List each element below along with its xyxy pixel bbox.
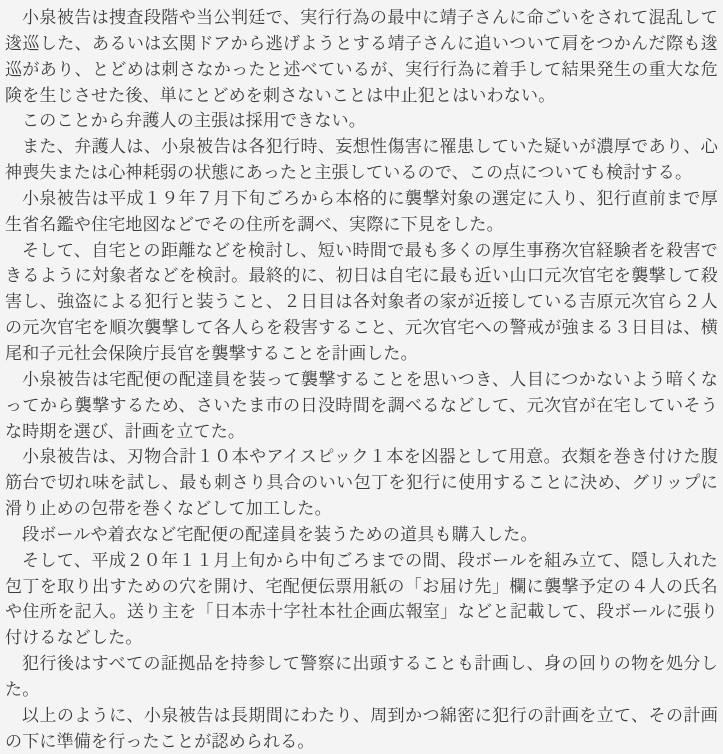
paragraph: 犯行後はすべての証拠品を持参して警察に出頭することも計画し、身の回りの物を処分した。 xyxy=(5,654,718,699)
paragraph: また、弁護人は、小泉被告は各犯行時、妄想性傷害に罹患していた疑いが濃厚であり、心神喪失または心神耗弱の状態にあったと主張しているので、この点についても検討する。 xyxy=(5,137,718,183)
paragraph: そして、自宅との距離などを検討し、短い時間で最も多くの厚生事務次官経験者を殺害できるように対象者などを検討。最終的に、初日は自宅に最も近い山口元次官宅を襲撃して殺害し、強盗による犯行と装うこと、２日目は各対象者の家が近接している吉原元次官ら２人の元次官宅を順次襲撃して各人らを殺害すること、元次官宅への警戒が強まる３日目は、横尾和子元社会保険庁長官を襲撃することを計画した。 xyxy=(5,240,718,363)
paragraph: 小泉被告は捜査段階や当公判廷で、実行行為の最中に靖子さんに命ごいをされて混乱して逡巡した、あるいは玄関ドアから逃げようとする靖子さんに追いついて肩をつかんだ際も逡巡があり、とどめは刺さなかったと述べているが、実行行為に着手して結果発生の重大な危険を生じさせた後、単にとどめを刺さないことは中止犯とはいわない。 xyxy=(5,8,718,105)
paragraph: 以上のように、小泉被告は長期間にわたり、周到かつ綿密に犯行の計画を立て、その計画の下に準備を行ったことが認められる。 xyxy=(5,705,718,751)
paragraph: 小泉被告は、刃物合計１０本やアイスピック１本を凶器として用意。衣類を巻き付けた腹筋台で切れ味を試し、最も刺さり具合のいい包丁を犯行に使用することに決め、グリップに滑り止めの包帯を巻くなどして加工した。 xyxy=(5,447,718,519)
paragraph: そして、平成２０年１１月上旬から中旬ごろまでの間、段ボールを組み立て、隠し入れた包丁を取り出すための穴を開け、宅配便伝票用紙の「お届け先」欄に襲撃予定の４人の氏名や住所を記入。送り主を「日本赤十字社本社企画広報室」などと記載して、段ボールに張り付けるなどした。 xyxy=(5,550,718,648)
paragraph: 小泉被告は宅配便の配達員を装って襲撃することを思いつき、人目につかないよう暗くなってから襲撃するため、さいたま市の日没時間を調べるなどして、元次官が在宅していそうな時期を選び、計画を立てた。 xyxy=(5,369,718,441)
paragraph: 段ボールや着衣など宅配便の配達員を装うための道具も購入した。 xyxy=(22,524,538,544)
paragraph: 小泉被告は平成１９年７月下旬ごろから本格的に襲撃対象の選定に入り、犯行直前まで厚生省名鑑や住宅地図などでその住所を調べ、実際に下見をした。 xyxy=(5,188,718,234)
paragraph: このことから弁護人の主張は採用できない。 xyxy=(22,111,366,131)
